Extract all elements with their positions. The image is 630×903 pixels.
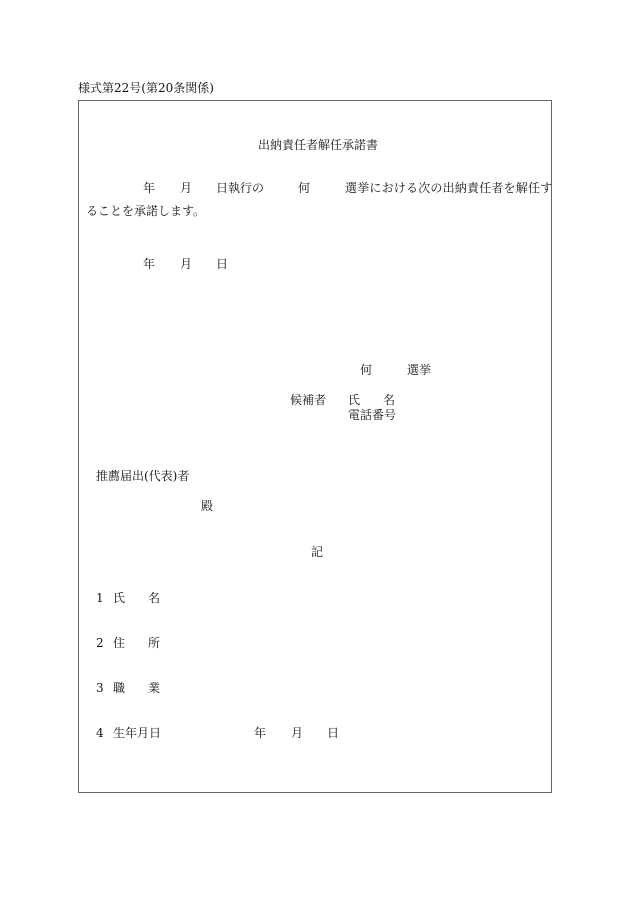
candidate-name2: 名	[383, 393, 396, 407]
item-3-num: 3	[96, 681, 104, 695]
document-title: 出納責任者解任承諾書	[258, 138, 379, 152]
body-line1: 選挙における次の出納責任者を解任す	[345, 181, 553, 195]
item-1-num: 1	[96, 591, 104, 605]
election-what: 何	[360, 363, 373, 377]
note-heading: 記	[311, 545, 324, 559]
candidate-name1: 氏	[348, 393, 361, 407]
item-3-a: 職	[113, 681, 126, 695]
recommender-label: 推薦届出(代表)者	[96, 469, 190, 483]
item-4-month: 月	[291, 726, 304, 740]
body-year: 年	[143, 181, 156, 195]
body-line2: ることを承諾します。	[86, 204, 206, 218]
date-year: 年	[143, 257, 156, 271]
candidate-phone: 電話番号	[348, 408, 397, 422]
item-3-b: 業	[148, 681, 161, 695]
item-4-day: 日	[327, 726, 340, 740]
election-label: 選挙	[407, 363, 432, 377]
item-1-b: 名	[148, 591, 161, 605]
candidate-label: 候補者	[290, 393, 327, 407]
item-2-a: 住	[113, 636, 126, 650]
item-4-label: 生年月日	[113, 726, 162, 740]
form-number: 様式第22号(第20条関係)	[78, 81, 214, 95]
body-what: 何	[298, 181, 311, 195]
item-2-num: 2	[96, 636, 104, 650]
item-2-b: 所	[148, 636, 161, 650]
item-1-a: 氏	[113, 591, 126, 605]
body-day-exec: 日執行の	[216, 181, 265, 195]
date-month: 月	[180, 257, 193, 271]
item-4-num: 4	[96, 726, 104, 740]
body-month: 月	[180, 181, 193, 195]
date-day: 日	[216, 257, 229, 271]
item-4-year: 年	[254, 726, 267, 740]
honorific: 殿	[201, 499, 214, 513]
